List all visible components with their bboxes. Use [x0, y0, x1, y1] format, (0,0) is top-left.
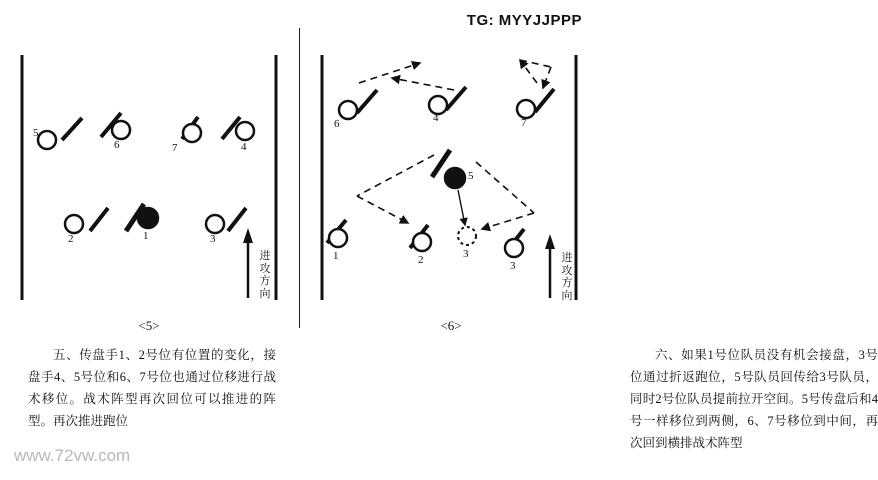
panel-divider	[299, 28, 300, 328]
movement-arrow-cross-left	[357, 155, 434, 196]
player-mark-5	[62, 118, 82, 140]
movement-arrow-7-bend	[520, 60, 551, 67]
field-svg-6	[302, 0, 600, 330]
player-mark-3	[228, 208, 246, 231]
player-label-5: 5	[468, 170, 474, 182]
panel-paragraph-5: 五、传盘手1、2号位有位置的变化，接盘手4、5号位和6、7号位也通过位移进行战术移位。战术阵型再次回位可以推进的阵型。再次推进跑位	[28, 348, 276, 428]
player-circle-2	[65, 215, 83, 233]
player-circle-3	[206, 215, 224, 233]
panel-paragraph-6: 六、如果1号位队员没有机会接盘，3号位通过折返跑位，5号队员回传给3号队员，同时2号位队员提前拉开空间。5号传盘后和4号一样移位到两侧，6、7号移位到中间，再次回到横排战术阵型	[630, 348, 878, 450]
player-circle-1	[329, 229, 347, 247]
player-circle-6	[339, 101, 357, 119]
direction-arrow-head	[545, 234, 555, 249]
play-field-6	[302, 0, 600, 330]
player-label-6: 6	[334, 118, 340, 130]
player-label-5: 5	[33, 127, 39, 139]
player-circle-2	[413, 233, 431, 251]
movement-arrow-7-return	[543, 67, 551, 88]
player-mark-6	[357, 90, 377, 113]
player-label-2: 2	[68, 233, 74, 245]
telegram-watermark: TG: MYYJJPPP	[457, 8, 592, 33]
player-mark-2	[90, 208, 108, 231]
player-label-6: 6	[114, 139, 120, 151]
player-label-2: 2	[418, 254, 424, 266]
player-circle-7	[517, 100, 535, 118]
player-label-3: 3	[210, 233, 216, 245]
direction-label-5: 进攻方向	[259, 250, 271, 300]
player-label-7: 7	[172, 142, 178, 154]
field-svg-5	[0, 0, 298, 330]
player-circle-5-ball-carrier	[445, 168, 465, 188]
player-label-1: 1	[143, 230, 149, 242]
movement-arrow-cross-right	[476, 162, 534, 213]
player-circle-1-ball-carrier	[138, 208, 158, 228]
panel-5	[0, 0, 298, 480]
movement-arrow-6-up	[359, 63, 420, 83]
player-label-3: 3	[510, 260, 516, 272]
pass-arrow-5-to-3	[458, 190, 465, 225]
player-label-4: 4	[433, 112, 439, 124]
player-label-7: 7	[521, 117, 527, 129]
player-circle-4	[236, 122, 254, 140]
player-circle-3	[505, 239, 523, 257]
player-circle-6	[112, 121, 130, 139]
player-label-3-target: 3	[463, 248, 469, 260]
panel-caption-6: <6>	[440, 318, 462, 333]
movement-arrow-cross-left-2	[357, 196, 408, 223]
player-label-4: 4	[241, 141, 247, 153]
panel-6	[302, 0, 878, 480]
play-field-5	[0, 0, 298, 330]
player-mark-4	[446, 87, 466, 110]
direction-arrow-head	[243, 228, 253, 243]
direction-label-6: 进攻方向	[561, 252, 573, 302]
site-url-watermark: www.72vw.com	[14, 446, 131, 465]
player-label-1: 1	[333, 250, 339, 262]
panel-caption-5: <5>	[138, 318, 160, 333]
player-circle-5	[38, 131, 56, 149]
movement-arrow-4-left	[392, 78, 454, 90]
movement-arrow-cross-right-2	[482, 213, 534, 229]
player-mark-7	[535, 89, 554, 112]
player-circle-7	[183, 124, 201, 142]
player-circle-3-target	[458, 227, 476, 245]
